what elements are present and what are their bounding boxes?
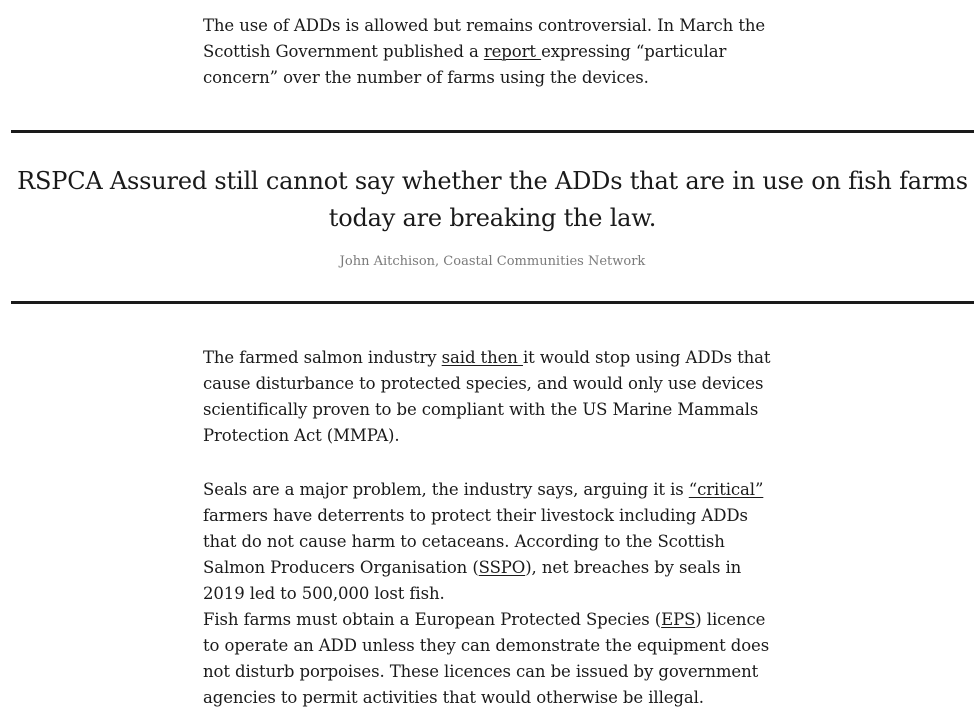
pull-quote-text: RSPCA Assured still cannot say whether the ADDs that are in use on fish farms today are breaking the law. <box>17 167 968 232</box>
pull-quote-attribution: John Aitchison, Coastal Communities Network <box>339 254 646 269</box>
critical-link[interactable]: “critical” <box>688 480 764 499</box>
paragraph-text: expressing “particular concern” over the number of farms using the devices. <box>203 42 727 87</box>
sspo-link[interactable]: SSPO <box>478 558 526 577</box>
paragraph-text: ), net breaches by seals in 2019 led to 500,000 lost fish. <box>203 558 742 603</box>
paragraph-text: The use of ADDs is allowed but remains controversial. In March the Scottish Government published a <box>203 16 766 61</box>
report-link[interactable]: report <box>483 42 542 61</box>
eps-link[interactable]: EPS <box>661 610 696 629</box>
paragraph-industry-said <box>203 345 778 449</box>
paragraph-text: it would stop using ADDs that cause disturbance to protected species, and would only use devices scientifically proven to be compliant with the US Marine Mammals Protection Act (MMPA). <box>203 348 771 445</box>
paragraph-text: Fish farms must obtain a European Protected Species ( <box>203 610 662 629</box>
pull-quote <box>11 130 974 304</box>
paragraph-text: farmers have deterrents to protect their livestock including ADDs that do not cause harm to cetaceans. According to the Scottish Salmon Producers Organisation ( <box>203 506 748 577</box>
paragraph-text: The farmed salmon industry <box>203 348 442 367</box>
paragraph-text: Seals are a major problem, the industry says, arguing it is <box>203 480 689 499</box>
paragraph-adds-controversial <box>203 13 778 91</box>
said-then-link[interactable]: said then <box>441 348 523 367</box>
paragraph-text: ) licence to operate an ADD unless they can demonstrate the equipment does not disturb porpoises. These licences can be issued by government agencies to permit activities that would otherwise be illegal. <box>203 610 770 707</box>
paragraph-eps-licence <box>203 607 778 711</box>
paragraph-seals-problem <box>203 477 778 607</box>
